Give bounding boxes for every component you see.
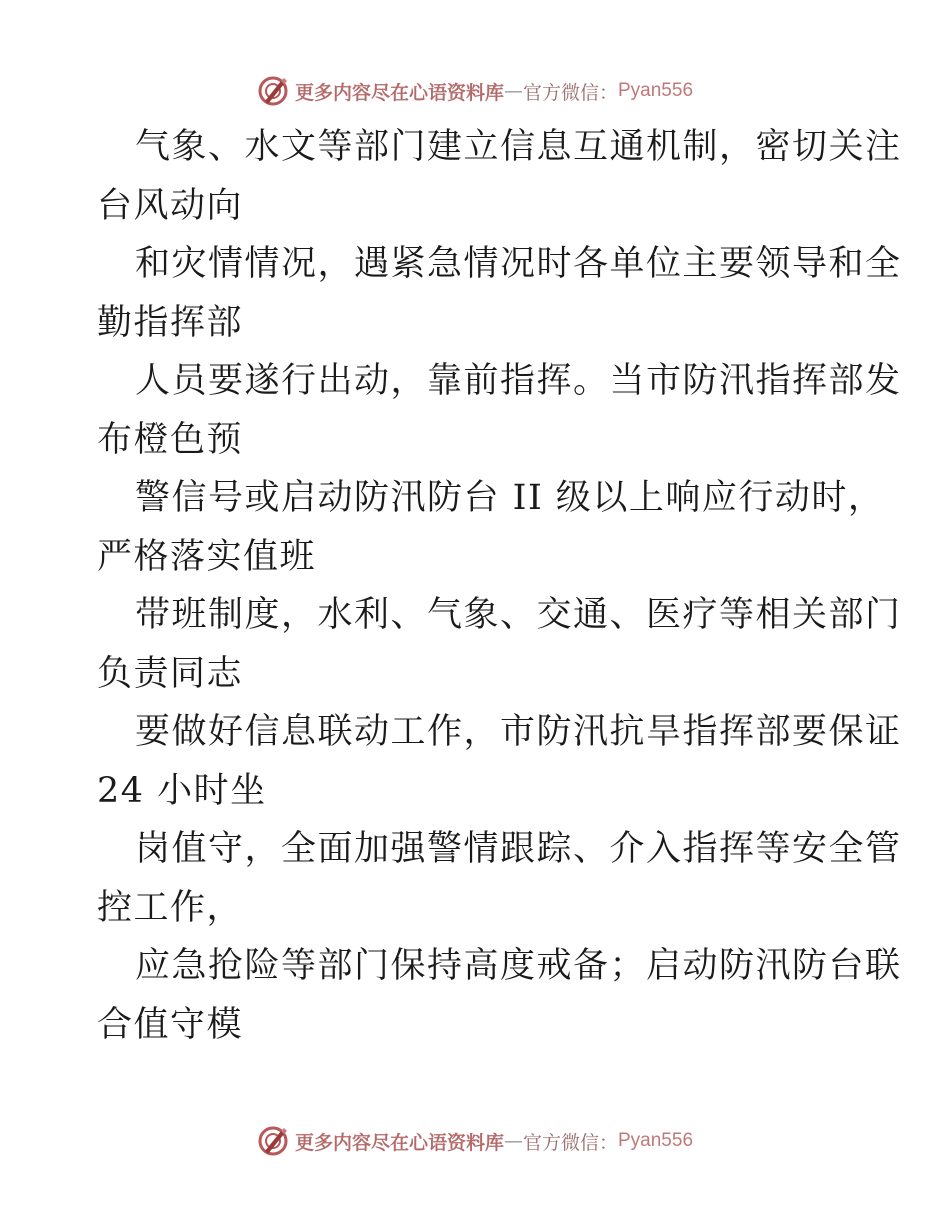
banner-wechat-id: Pyan556: [618, 1130, 694, 1151]
text-line: 和灾情情况，遇紧急情况时各单位主要领导和全: [135, 244, 902, 284]
text-line: 布橙色预: [97, 419, 244, 460]
header-banner: [0, 71, 950, 111]
banner-wechat-id: Pyan556: [618, 80, 694, 101]
text-line: 严格落实值班: [97, 536, 317, 577]
brand-logo-icon: [257, 75, 289, 107]
text-line: 勤指挥部: [97, 302, 244, 343]
text-line: 带班制度，水利、气象、交通、医疗等相关部门: [135, 595, 902, 635]
text-line: 应急抢险等部门保持高度戒备；启动防汛防台联: [135, 946, 902, 986]
text-line: 负责同志: [97, 653, 244, 694]
banner-brand-text: 更多内容尽在心语资料库: [294, 1131, 504, 1154]
text-line: 24 小时坐: [97, 770, 267, 811]
banner-official-label: 官方微信：: [522, 1131, 618, 1154]
banner-separator: —: [503, 1130, 523, 1152]
brand-logo-icon: [257, 1125, 289, 1157]
text-line: 控工作，: [97, 887, 244, 928]
text-line: 要做好信息联动工作，市防汛抗旱指挥部要保证: [135, 712, 902, 752]
banner-brand-text: 更多内容尽在心语资料库: [294, 81, 504, 104]
footer-banner: [0, 1121, 950, 1161]
text-line: 岗值守，全面加强警情跟踪、介入指挥等安全管: [135, 829, 902, 869]
banner-separator: —: [503, 80, 523, 102]
text-line: 气象、水文等部门建立信息互通机制，密切关注: [135, 127, 902, 167]
text-line: 人员要遂行出动，靠前指挥。当市防汛指挥部发: [135, 361, 902, 401]
document-body: [97, 118, 902, 1054]
text-line: 警信号或启动防汛防台 II 级以上响应行动时，: [135, 478, 885, 518]
banner-official-label: 官方微信：: [522, 81, 618, 104]
text-line: 合值守模: [97, 1004, 244, 1045]
text-line: 台风动向: [97, 185, 244, 226]
